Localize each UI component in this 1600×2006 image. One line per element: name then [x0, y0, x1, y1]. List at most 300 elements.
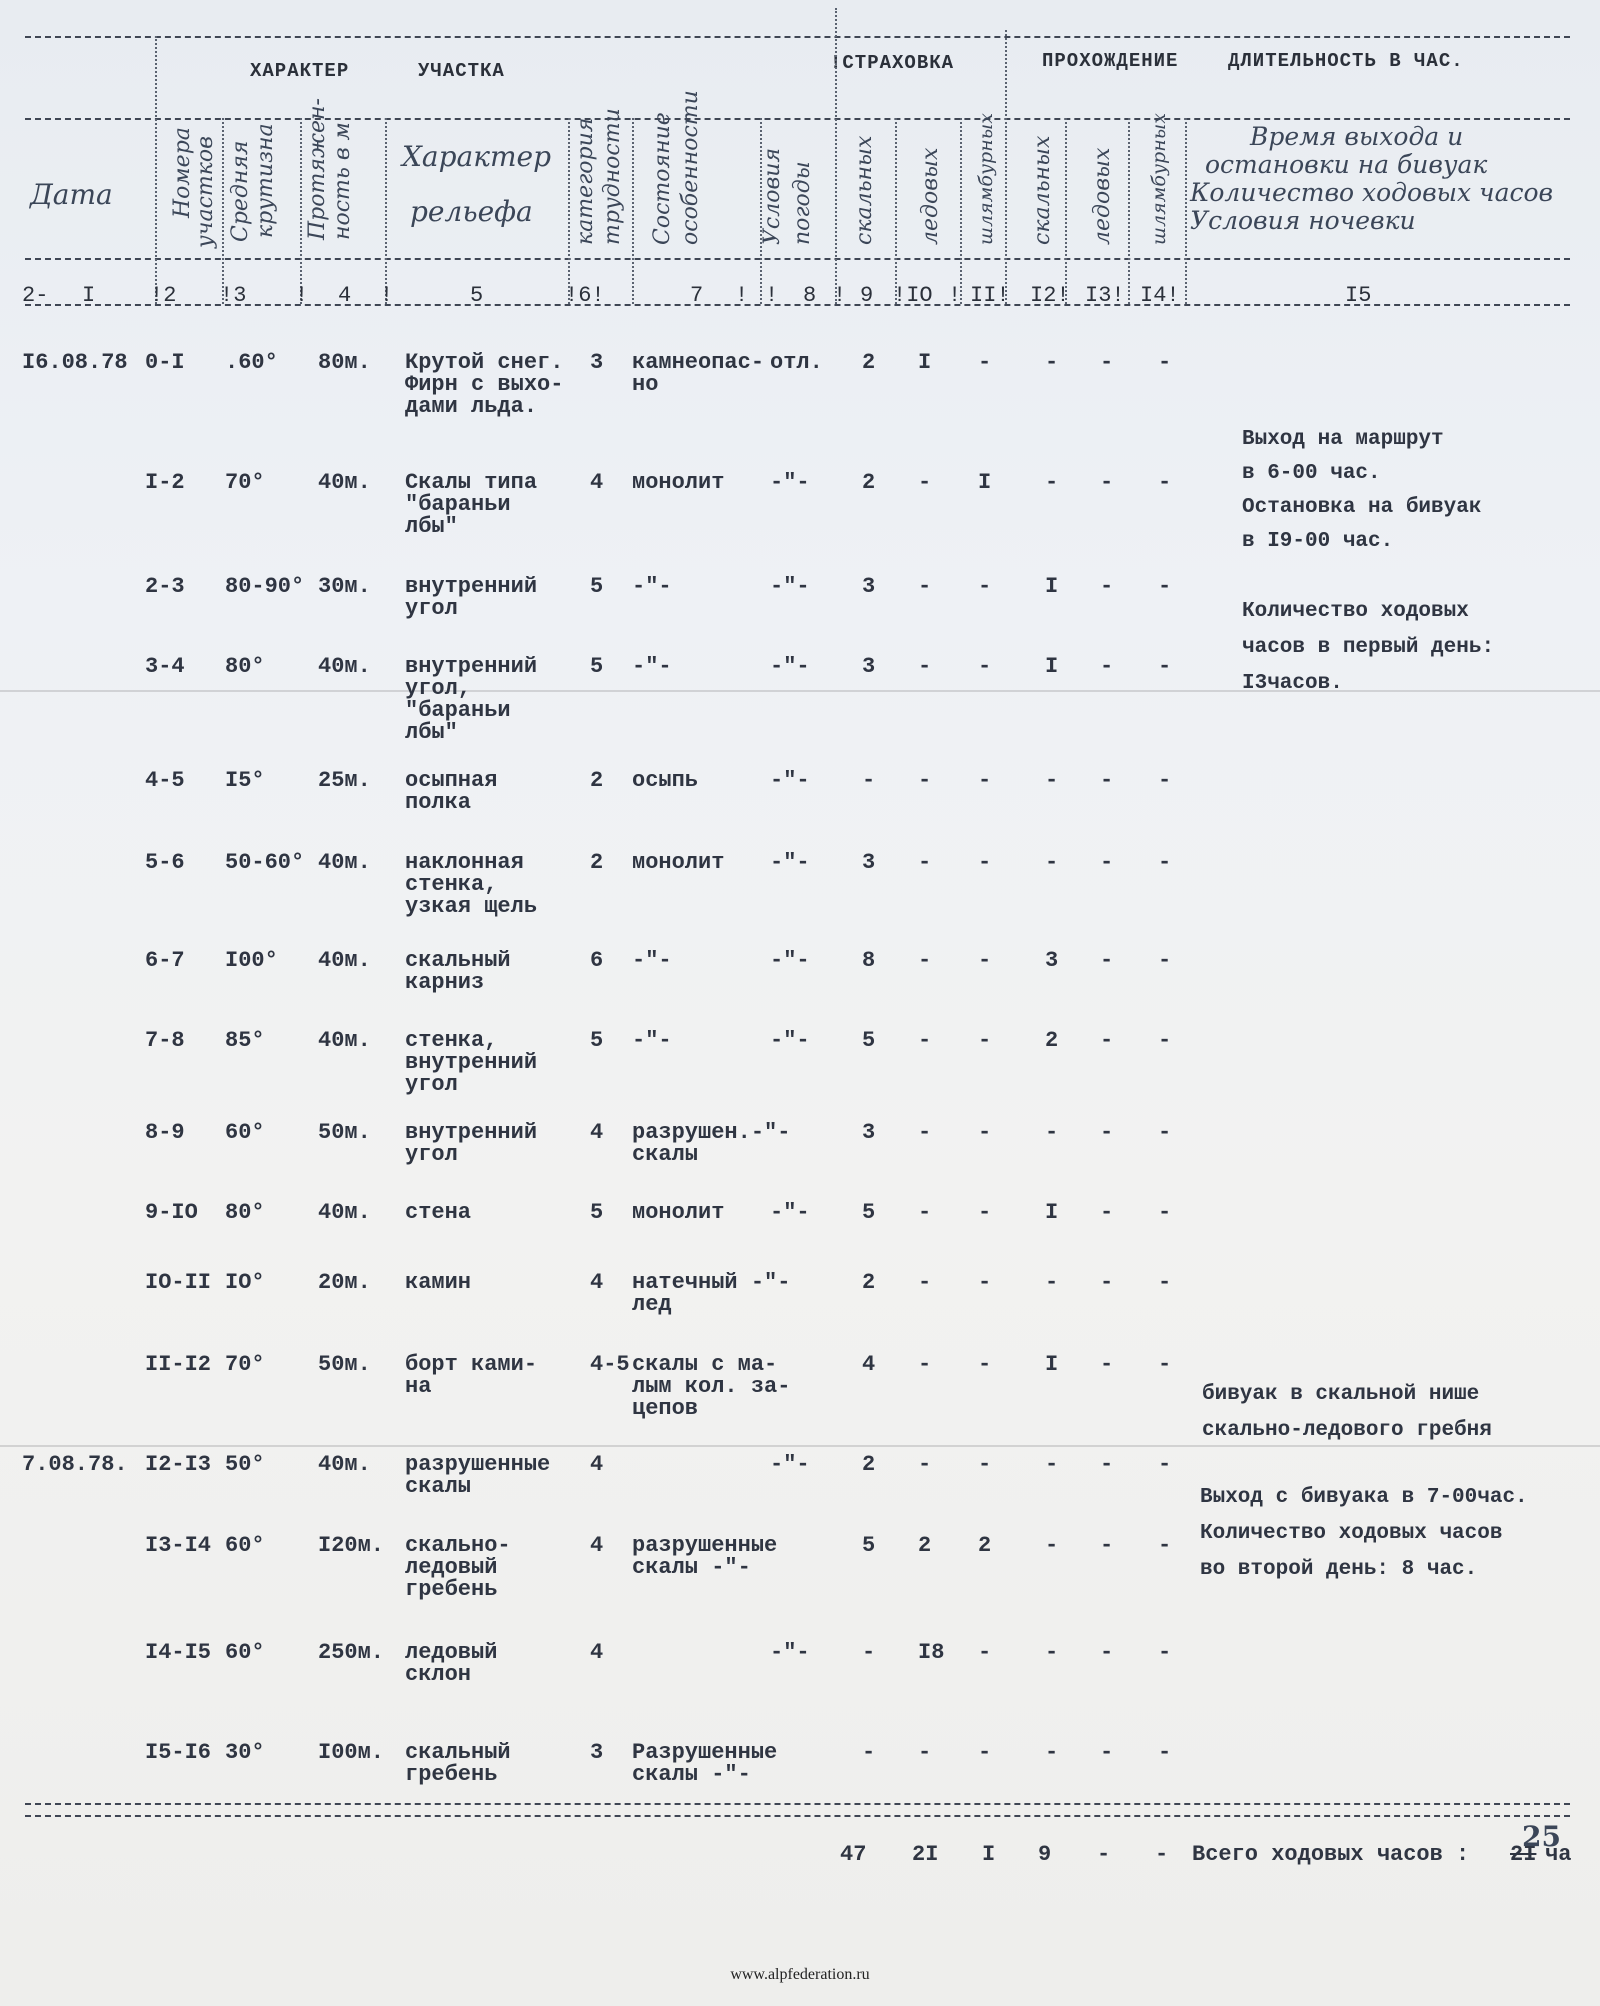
row-length: 40м. [318, 850, 371, 875]
row-condition-line: скалы -"- [632, 1762, 751, 1787]
header-section-numbers: Номера [170, 127, 195, 218]
row-length: I20м. [318, 1533, 385, 1558]
row-c9: - [862, 768, 876, 793]
column-number: 2- [22, 283, 49, 308]
header-group-belay: !СТРАХОВКА [830, 52, 955, 74]
row-c10: - [918, 654, 932, 679]
note-line: Выход с бивуака в 7-00час. [1200, 1486, 1528, 1509]
row-c9: 2 [862, 350, 876, 375]
row-c12: - [1045, 1740, 1059, 1765]
row-relief-line: Фирн с выхо- [405, 372, 564, 397]
note-line: во второй день: 8 час. [1200, 1558, 1478, 1581]
note-line: в I9-00 час. [1242, 530, 1394, 553]
total-belay-rock: 47 [840, 1842, 867, 1867]
row-c12: - [1045, 1452, 1059, 1477]
row-steepness: 60° [225, 1640, 265, 1665]
row-relief-line: скалы [405, 1474, 472, 1499]
row-c9: 4 [862, 1352, 876, 1377]
row-c14: - [1158, 1120, 1172, 1145]
row-c9: 2 [862, 470, 876, 495]
header-condition-2: особенности [678, 90, 703, 245]
row-relief-line: наклонная [405, 850, 524, 875]
header-duration-line1: Время выхода и [1250, 122, 1464, 151]
header-difficulty-category-2: трудности [600, 108, 625, 245]
row-length: 80м. [318, 350, 371, 375]
row-steepness: IO° [225, 1270, 265, 1295]
row-c12: I [1045, 574, 1059, 599]
row-relief-line: внутренний [405, 574, 538, 599]
row-c9: 2 [862, 1452, 876, 1477]
row-length: 50м. [318, 1120, 371, 1145]
row-c10: - [918, 948, 932, 973]
column-numbers-rule [25, 304, 1570, 306]
row-relief-line: карниз [405, 970, 485, 995]
row-date: I6.08.78 [22, 350, 128, 375]
row-c13: - [1100, 1270, 1114, 1295]
row-c10: - [918, 1452, 932, 1477]
total-belay-ice: 2I [912, 1842, 939, 1867]
row-section: 0-I [145, 350, 185, 375]
row-relief-line: Крутой снег. [405, 350, 564, 375]
row-category: 4 [590, 1452, 604, 1477]
row-c12: - [1045, 1640, 1059, 1665]
row-condition-line: лед [632, 1292, 672, 1317]
row-steepness: 30° [225, 1740, 265, 1765]
column-number: II! [970, 283, 1010, 308]
row-weather: отл. [770, 350, 823, 375]
note-line: Остановка на бивуак [1242, 496, 1482, 519]
col-separator [632, 118, 634, 304]
note-line: скально-ледового гребня [1202, 1419, 1492, 1442]
row-category: 4 [590, 1640, 604, 1665]
row-c14: - [1158, 1640, 1172, 1665]
row-relief-line: внутренний [405, 1050, 538, 1075]
row-section: II-I2 [145, 1352, 212, 1377]
row-section: 4-5 [145, 768, 185, 793]
row-condition-line: монолит [632, 1200, 725, 1225]
row-category: 4 [590, 470, 604, 495]
row-steepness: 60° [225, 1533, 265, 1558]
column-number: I5 [1345, 283, 1372, 308]
row-c10: - [918, 850, 932, 875]
total-passage-bolt: - [1155, 1842, 1169, 1867]
row-condition-line: -"- [632, 1028, 672, 1053]
row-c14: - [1158, 1270, 1172, 1295]
row-category: 3 [590, 350, 604, 375]
row-section: IO-II [145, 1270, 212, 1295]
row-steepness: .60° [225, 350, 278, 375]
row-category: 4 [590, 1120, 604, 1145]
header-group-section: УЧАСТКА [418, 60, 505, 82]
row-section: 3-4 [145, 654, 185, 679]
col-separator [568, 118, 570, 304]
row-relief-line: стенка, [405, 1028, 498, 1053]
row-steepness: 80° [225, 1200, 265, 1225]
total-hours-corrected: 25 [1522, 1820, 1561, 1853]
row-c13: - [1100, 1200, 1114, 1225]
col-separator [385, 118, 387, 304]
row-relief-line: лбы" [405, 514, 458, 539]
row-condition-line: осыпь [632, 768, 699, 793]
row-condition-line: натечный -"- [632, 1270, 791, 1295]
row-weather: -"- [770, 948, 810, 973]
row-c11: - [978, 1352, 992, 1377]
row-length: 20м. [318, 1270, 371, 1295]
row-c11: - [978, 768, 992, 793]
row-condition-line: -"- [632, 654, 672, 679]
row-c10: - [918, 1352, 932, 1377]
note-line: часов в первый день: [1242, 636, 1495, 659]
column-number: !2 [150, 283, 177, 308]
header-date: Дата [30, 178, 113, 211]
row-c13: - [1100, 1028, 1114, 1053]
note-line: бивуак в скальной нише [1202, 1383, 1480, 1406]
row-c13: - [1100, 1452, 1114, 1477]
row-c11: - [978, 654, 992, 679]
row-c11: - [978, 948, 992, 973]
row-relief-line: осыпная [405, 768, 498, 793]
row-relief-line: скальный [405, 948, 511, 973]
row-c9: 3 [862, 574, 876, 599]
note-line: Количество ходовых [1242, 600, 1469, 623]
column-number: 9 [860, 283, 874, 308]
row-length: 50м. [318, 1352, 371, 1377]
row-c11: - [978, 1028, 992, 1053]
row-c12: - [1045, 768, 1059, 793]
row-c10: - [918, 1270, 932, 1295]
row-condition-line: лым кол. за- [632, 1374, 791, 1399]
site-footer: www.alpfederation.ru [730, 1966, 870, 1983]
header-passage-bolt: шлямбурных [1148, 113, 1170, 245]
row-c9: 5 [862, 1533, 876, 1558]
row-c12: - [1045, 1533, 1059, 1558]
header-duration-line2: остановки на бивуак [1205, 150, 1488, 179]
header-passage-rock: скальных [1030, 135, 1055, 245]
row-relief-line: угол [405, 596, 458, 621]
row-relief-line: внутренний [405, 654, 538, 679]
col-separator [155, 36, 157, 304]
column-number: ! [765, 283, 779, 308]
row-date: 7.08.78. [22, 1452, 128, 1477]
row-category: 5 [590, 1028, 604, 1053]
row-c10: - [918, 1200, 932, 1225]
row-c10: - [918, 470, 932, 495]
row-category: 6 [590, 948, 604, 973]
row-condition-line: Разрушенные [632, 1740, 778, 1765]
row-section: 6-7 [145, 948, 185, 973]
row-c11: 2 [978, 1533, 992, 1558]
row-category: 2 [590, 850, 604, 875]
row-weather: -"- [770, 850, 810, 875]
header-group-duration: ДЛИТЕЛЬНОСТЬ В ЧАС. [1228, 50, 1464, 72]
column-number: ! [295, 283, 309, 308]
row-weather: -"- [770, 1200, 810, 1225]
column-number: I3! [1085, 283, 1125, 308]
row-c11: - [978, 1452, 992, 1477]
row-condition-line: но [632, 372, 659, 397]
row-c14: - [1158, 1200, 1172, 1225]
row-c11: - [978, 1120, 992, 1145]
row-c9: - [862, 1740, 876, 1765]
header-length-2: ность в м [330, 122, 355, 240]
col-separator [222, 118, 224, 304]
row-c10: 2 [918, 1533, 932, 1558]
row-c9: 5 [862, 1200, 876, 1225]
row-condition-line: разрушенные [632, 1533, 778, 1558]
row-c14: - [1158, 1452, 1172, 1477]
row-weather: -"- [770, 574, 810, 599]
row-c10: I8 [918, 1640, 945, 1665]
row-c11: - [978, 1200, 992, 1225]
header-passage-ice: ледовых [1090, 147, 1115, 245]
column-number: ! [948, 283, 962, 308]
row-c10: - [918, 1028, 932, 1053]
row-c13: - [1100, 470, 1114, 495]
header-weather-2: погоды [790, 161, 815, 245]
row-c14: - [1158, 574, 1172, 599]
row-weather: -"- [770, 1452, 810, 1477]
header-belay-ice: ледовых [918, 147, 943, 245]
row-length: 40м. [318, 1452, 371, 1477]
row-relief-line: стенка, [405, 872, 498, 897]
row-c9: 3 [862, 654, 876, 679]
row-c11: - [978, 1640, 992, 1665]
column-number: !6! [565, 283, 605, 308]
header-duration-line4: Условия ночевки [1190, 206, 1416, 235]
row-relief-line: ледовый [405, 1555, 498, 1580]
row-c10: - [918, 768, 932, 793]
row-c13: - [1100, 574, 1114, 599]
row-length: 25м. [318, 768, 371, 793]
row-length: 250м. [318, 1640, 385, 1665]
row-c12: - [1045, 1270, 1059, 1295]
header-belay-rock: скальных [852, 135, 877, 245]
row-relief-line: угол [405, 1142, 458, 1167]
row-c14: - [1158, 1352, 1172, 1377]
row-relief-line: борт ками- [405, 1352, 538, 1377]
row-relief-line: скальный [405, 1740, 511, 1765]
row-c10: I [918, 350, 932, 375]
column-number: I2! [1030, 283, 1070, 308]
col-separator [960, 118, 962, 304]
header-section-numbers-2: участков [193, 136, 218, 248]
row-category: 5 [590, 654, 604, 679]
row-condition-line: -"- [632, 574, 672, 599]
row-weather: -"- [770, 1640, 810, 1665]
row-section: I5-I6 [145, 1740, 212, 1765]
header-weather: Условия [760, 147, 785, 245]
column-number: 4 [338, 283, 352, 308]
row-section: 8-9 [145, 1120, 185, 1145]
row-c10: - [918, 1740, 932, 1765]
row-length: 40м. [318, 470, 371, 495]
row-c11: - [978, 850, 992, 875]
row-relief-line: разрушенные [405, 1452, 551, 1477]
row-relief-line: ледовый [405, 1640, 498, 1665]
row-c13: - [1100, 850, 1114, 875]
row-c14: - [1158, 1740, 1172, 1765]
header-relief-2: рельефа [410, 195, 533, 228]
row-c13: - [1100, 1640, 1114, 1665]
row-steepness: I5° [225, 768, 265, 793]
header-group-character: ХАРАКТЕР [250, 60, 350, 82]
row-c14: - [1158, 948, 1172, 973]
column-number: 8 [803, 283, 817, 308]
row-c12: I [1045, 654, 1059, 679]
row-steepness: I00° [225, 948, 278, 973]
row-c14: - [1158, 768, 1172, 793]
header-relief: Характер [402, 140, 552, 173]
row-relief-line: "бараньи [405, 698, 511, 723]
row-weather: -"- [770, 768, 810, 793]
row-c13: - [1100, 1740, 1114, 1765]
row-section: I3-I4 [145, 1533, 212, 1558]
row-section: I4-I5 [145, 1640, 212, 1665]
row-steepness: 50° [225, 1452, 265, 1477]
note-line: в 6-00 час. [1242, 462, 1381, 485]
row-relief-line: узкая щель [405, 894, 538, 919]
row-c12: I [1045, 1200, 1059, 1225]
row-c9: 3 [862, 850, 876, 875]
row-c13: - [1100, 1352, 1114, 1377]
column-number: ! [380, 283, 394, 308]
row-weather: -"- [770, 654, 810, 679]
total-belay-bolt: I [982, 1842, 996, 1867]
col-separator [300, 118, 302, 304]
row-steepness: 70° [225, 1352, 265, 1377]
row-section: 2-3 [145, 574, 185, 599]
row-c14: - [1158, 470, 1172, 495]
row-c12: - [1045, 470, 1059, 495]
row-c14: - [1158, 1533, 1172, 1558]
header-mid-rule [25, 118, 1570, 120]
column-number: ! [735, 283, 749, 308]
row-c12: - [1045, 350, 1059, 375]
row-c10: - [918, 574, 932, 599]
row-condition-line: монолит [632, 470, 725, 495]
column-number: I4! [1140, 283, 1180, 308]
header-difficulty-category: категория [573, 117, 598, 245]
col-separator [1065, 118, 1067, 304]
row-length: 40м. [318, 1028, 371, 1053]
column-number: 5 [470, 283, 484, 308]
col-separator [895, 118, 897, 304]
row-category: 4 [590, 1270, 604, 1295]
row-relief-line: дами льда. [405, 394, 538, 419]
row-weather: -"- [770, 470, 810, 495]
note-line: Количество ходовых часов [1200, 1522, 1503, 1545]
col-separator [1005, 30, 1007, 304]
row-condition-line: -"- [632, 948, 672, 973]
row-weather: -"- [770, 1028, 810, 1053]
column-number: 7 [690, 283, 704, 308]
row-c9: 2 [862, 1270, 876, 1295]
row-c13: - [1100, 1120, 1114, 1145]
total-hours-unit: ча [1545, 1842, 1572, 1867]
row-c11: - [978, 574, 992, 599]
row-condition-line: цепов [632, 1396, 699, 1421]
row-c11: I [978, 470, 992, 495]
row-steepness: 50-60° [225, 850, 305, 875]
row-c11: - [978, 1740, 992, 1765]
row-c12: - [1045, 850, 1059, 875]
column-number: ! [833, 283, 847, 308]
row-category: 3 [590, 1740, 604, 1765]
table-bottom-rule [25, 1803, 1570, 1805]
row-c12: - [1045, 1120, 1059, 1145]
row-c12: 2 [1045, 1028, 1059, 1053]
header-bottom-rule [25, 258, 1570, 260]
paper-crease [0, 690, 1600, 692]
row-c13: - [1100, 654, 1114, 679]
row-relief-line: склон [405, 1662, 472, 1687]
row-c11: - [978, 1270, 992, 1295]
header-condition: Состояние [650, 112, 675, 245]
row-steepness: 80-90° [225, 574, 305, 599]
row-relief-line: "бараньи [405, 492, 511, 517]
row-steepness: 70° [225, 470, 265, 495]
row-c11: - [978, 350, 992, 375]
row-c13: - [1100, 1533, 1114, 1558]
col-separator [1128, 118, 1130, 304]
header-belay-bolt: шлямбурных [975, 113, 997, 245]
row-category: 4-5 [590, 1352, 630, 1377]
row-c13: - [1100, 768, 1114, 793]
row-category: 5 [590, 574, 604, 599]
row-steepness: 60° [225, 1120, 265, 1145]
row-section: 9-IO [145, 1200, 198, 1225]
column-number: !3 [220, 283, 247, 308]
header-avg-steepness-2: крутизна [253, 123, 278, 238]
row-length: 30м. [318, 574, 371, 599]
row-c9: 3 [862, 1120, 876, 1145]
row-c9: 8 [862, 948, 876, 973]
row-length: I00м. [318, 1740, 385, 1765]
row-condition-line: разрушен.-"- [632, 1120, 791, 1145]
row-category: 5 [590, 1200, 604, 1225]
row-section: 5-6 [145, 850, 185, 875]
row-condition-line: камнеопас- [632, 350, 765, 375]
row-section: I-2 [145, 470, 185, 495]
row-relief-line: гребень [405, 1577, 498, 1602]
row-section: I2-I3 [145, 1452, 212, 1477]
row-condition-line: скалы с ма- [632, 1352, 778, 1377]
row-category: 4 [590, 1533, 604, 1558]
column-number: !IO [893, 283, 933, 308]
row-relief-line: Скалы типа [405, 470, 538, 495]
column-number: I [82, 283, 96, 308]
row-steepness: 85° [225, 1028, 265, 1053]
row-length: 40м. [318, 654, 371, 679]
row-relief-line: внутренний [405, 1120, 538, 1145]
row-category: 2 [590, 768, 604, 793]
row-relief-line: скально- [405, 1533, 511, 1558]
note-line: I3часов. [1242, 672, 1343, 695]
row-steepness: 80° [225, 654, 265, 679]
row-relief-line: камин [405, 1270, 472, 1295]
row-relief-line: угол, [405, 676, 472, 701]
row-length: 40м. [318, 948, 371, 973]
row-condition-line: скалы -"- [632, 1555, 751, 1580]
row-c14: - [1158, 1028, 1172, 1053]
total-hours-value: 2I [1510, 1842, 1537, 1867]
note-line: Выход на маршрут [1242, 428, 1444, 451]
col-separator [1185, 118, 1187, 304]
row-c13: - [1100, 948, 1114, 973]
paper-crease [0, 1445, 1600, 1447]
row-c12: I [1045, 1352, 1059, 1377]
row-c9: - [862, 1640, 876, 1665]
